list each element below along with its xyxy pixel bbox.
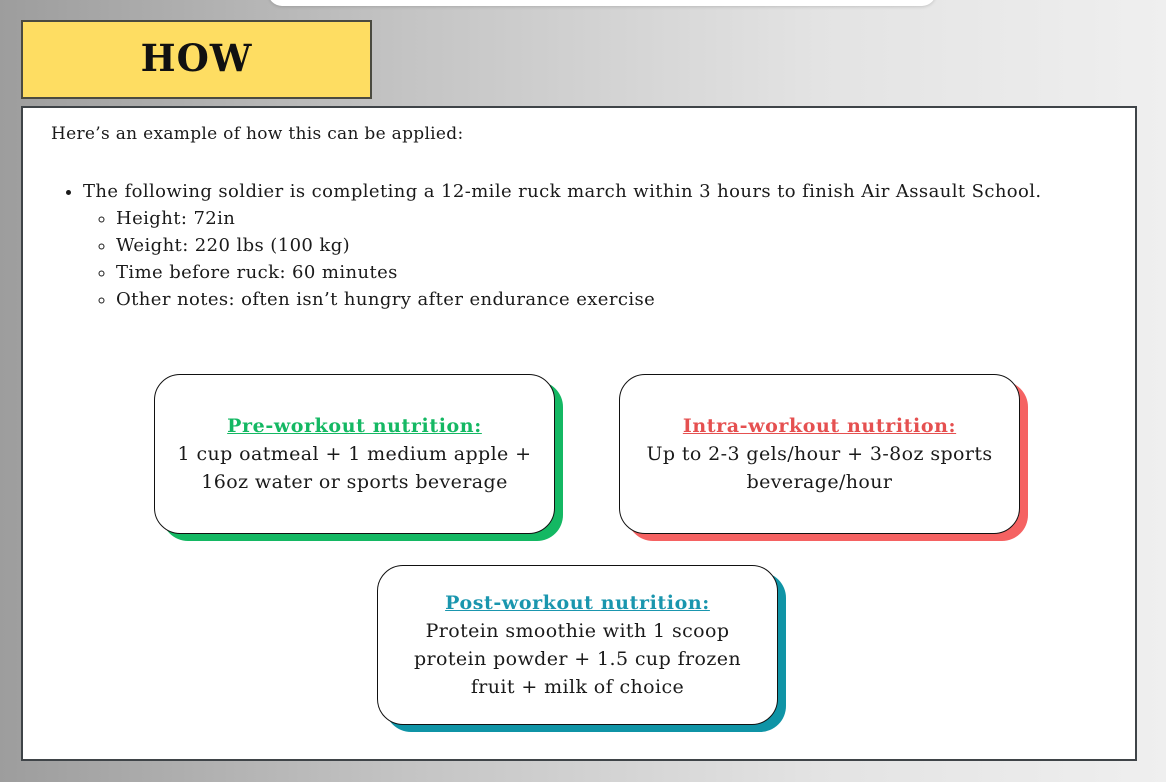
top-window-edge	[268, 0, 936, 6]
list-item	[83, 178, 1123, 313]
example-list	[51, 178, 1123, 313]
scenario-text: The following soldier is completing a 12-mile ruck march within 3 hours to finish Air Assault School.	[83, 181, 1042, 202]
intra-workout-title: Intra-workout nutrition:	[682, 415, 957, 437]
detail-time-before-ruck: ◦ Time before ruck: 60 minutes	[116, 259, 1123, 286]
post-workout-title: Post-workout nutrition:	[445, 592, 710, 614]
soldier-details-list	[83, 205, 1123, 313]
intro-text: Here’s an example of how this can be applied:	[51, 124, 464, 144]
post-workout-card	[377, 565, 778, 725]
detail-height: ◦ Height: 72in	[116, 205, 1123, 232]
pre-workout-card	[154, 374, 555, 534]
detail-other-notes: ◦ Other notes: often isn’t hungry after endurance exercise	[116, 286, 1123, 313]
content-card	[21, 106, 1137, 761]
pre-workout-body: 1 cup oatmeal + 1 medium apple + 16oz water or sports beverage	[177, 443, 532, 493]
section-header-tab	[21, 20, 372, 99]
pre-workout-title: Pre-workout nutrition:	[227, 415, 482, 437]
intra-workout-card	[619, 374, 1020, 534]
post-workout-body: Protein smoothie with 1 scoop protein powder + 1.5 cup frozen fruit + milk of choice	[413, 620, 742, 698]
section-title: HOW	[140, 35, 253, 80]
detail-weight: ◦ Weight: 220 lbs (100 kg)	[116, 232, 1123, 259]
intra-workout-body: Up to 2-3 gels/hour + 3-8oz sports beverage/hour	[646, 443, 993, 493]
